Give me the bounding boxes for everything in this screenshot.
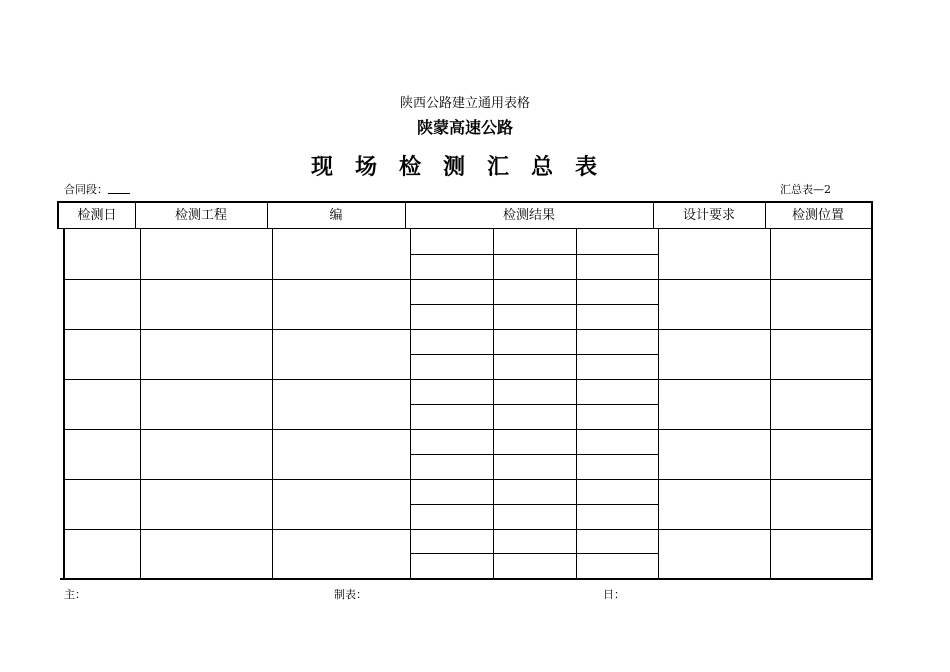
subrow-divider xyxy=(410,354,658,355)
footer-date: 日： xyxy=(603,588,625,601)
subrow-divider xyxy=(410,454,658,455)
grid-line xyxy=(658,229,659,579)
page-title: 现场检测汇总表 xyxy=(310,155,619,180)
row-divider xyxy=(63,279,873,280)
contract-section xyxy=(64,181,130,197)
row-divider xyxy=(63,479,873,480)
col-header-date: 检测日 xyxy=(77,208,117,223)
col-header-results: 检测结果 xyxy=(502,208,555,223)
grid-line xyxy=(140,229,141,579)
footer-supervisor: 主： xyxy=(64,588,86,601)
contract-label: 合同段： xyxy=(64,183,108,196)
table-border-right xyxy=(871,229,873,579)
header-divider xyxy=(765,202,766,229)
form-code: 汇总表—2 xyxy=(780,183,831,196)
col-header-item: 检测工程 xyxy=(174,208,227,223)
header-divider xyxy=(135,202,136,229)
row-divider xyxy=(63,379,873,380)
header-divider xyxy=(405,202,406,229)
table-border-left xyxy=(63,229,65,579)
grid-line xyxy=(770,229,771,579)
header-divider xyxy=(653,202,654,229)
header-divider xyxy=(267,202,268,229)
subrow-divider xyxy=(410,504,658,505)
project-name: 陕蒙高速公路 xyxy=(416,118,513,137)
subrow-divider xyxy=(410,304,658,305)
col-header-location: 检测位置 xyxy=(791,208,844,223)
col-header-code: 编 xyxy=(329,208,343,223)
form-org-title: 陕西公路建立通用表格 xyxy=(399,96,530,111)
subrow-divider xyxy=(410,404,658,405)
row-divider xyxy=(63,429,873,430)
row-divider xyxy=(63,529,873,530)
subrow-divider xyxy=(410,254,658,255)
footer-preparer: 制表： xyxy=(334,588,367,601)
col-header-design: 设计要求 xyxy=(682,208,735,223)
row-divider xyxy=(63,329,873,330)
grid-line xyxy=(272,229,273,579)
subrow-divider xyxy=(410,553,658,554)
contract-blank[interactable] xyxy=(108,182,130,194)
table-border-bottom xyxy=(60,578,873,580)
